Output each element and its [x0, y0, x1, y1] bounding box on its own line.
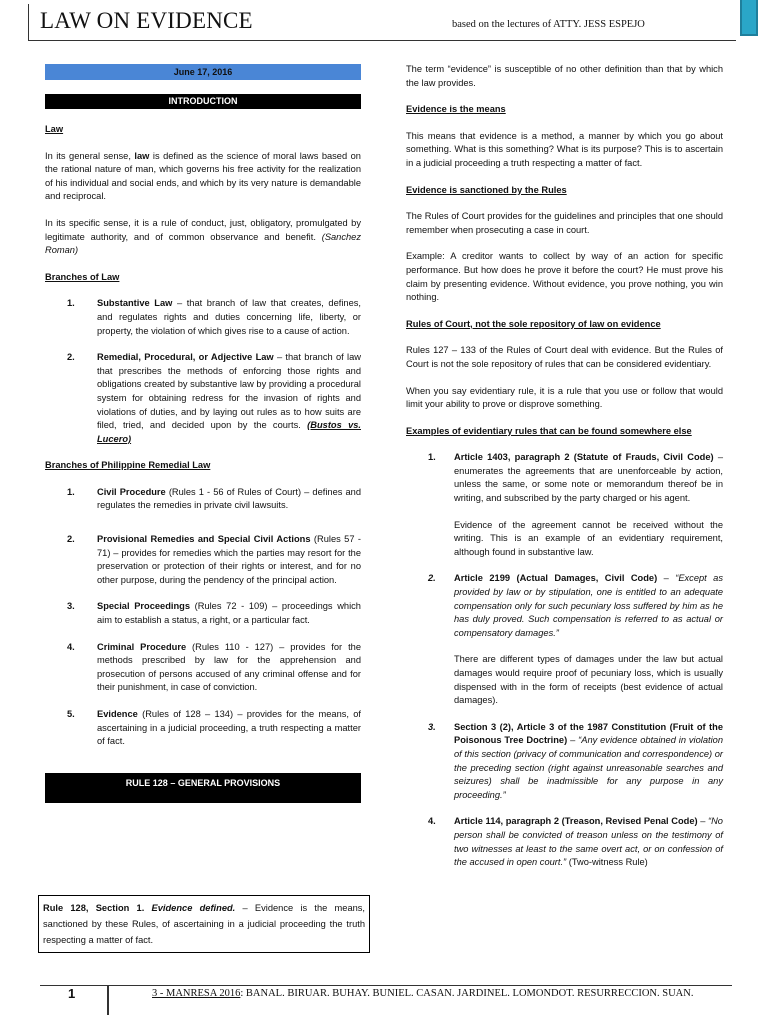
- document-subtitle: based on the lectures of ATTY. JESS ESPEJO: [452, 19, 645, 30]
- branches-heading: Branches of Law: [45, 271, 120, 282]
- list-item: 2. Article 2199 (Actual Damages, Civil Code) – “Except as provided by law or by stipulation, one is entitled to an adequate compensation only for such pecuniary loss suffered by him as he has duly proved. Such compensation is referred to as actual or compensatory damages.” There are different types of damages under the law but actual damages would require proof of pecuniary loss, which is usually dispensed with in the form of receipts (best evidence of actual damages).: [428, 573, 724, 706]
- footer-credits: 3 - MANRESA 2016: BANAL. BIRUAR. BUHAY. BUNIEL. CASAN. JARDINEL. LOMONDOT. RESURRECCION. SUAN.: [152, 988, 694, 999]
- left-column: [45, 64, 361, 828]
- list-item: 3. Special Proceedings (Rules 72 - 109) – proceedings which aim to establish a status, a right, or a particular fact.: [67, 601, 361, 626]
- paragraph: Rules 127 – 133 of the Rules of Court deal with evidence. But the Rules of Court is not the sole repository of rules that can be considered evidentiary.: [406, 345, 723, 369]
- rule-128-section-1-box: Rule 128, Section 1. Evidence defined. – Evidence is the means, sanctioned by these Rules, of ascertaining in a judicial proceeding the truth respecting a matter of fact.: [38, 895, 370, 953]
- footer-rule: [40, 985, 732, 986]
- header-rule-left: [28, 4, 29, 41]
- header-rule: [28, 40, 736, 41]
- law-paragraph-2: In its specific sense, it is a rule of conduct, just, obligatory, promulgated by legitimate authority, and of common observance and benefit. (Sanchez Roman): [45, 217, 361, 256]
- list-item: 4. Article 114, paragraph 2 (Treason, Revised Penal Code) – “No person shall be convicted of treason unless on the testimony of two witnesses at least to the same overt act, or on confession of the accused in open court.” (Two-witness Rule): [428, 816, 723, 868]
- footer-divider: [107, 985, 109, 1015]
- list-item: 1. Substantive Law – that branch of law that creates, defines, and regulates rights and duties concerning life, liberty, or property, the violation of which gives rise to a cause of action.: [67, 298, 361, 336]
- list-item: 4. Criminal Procedure (Rules 110 - 127) – provides for the methods prescribed by law for the apprehension and prosecution of persons accused of any criminal offense and for their punishment, in case of conviction.: [67, 641, 361, 693]
- list-item: 3. Section 3 (2), Article 3 of the 1987 Constitution (Fruit of the Poisonous Tree Doctrine) – “Any evidence obtained in violation of this section (privacy of communication and correspondence) or the preceding section (right against unreasonable searches and seizures) shall be inadmissible for any purpose in any proceeding.”: [428, 721, 723, 800]
- evidence-definition-paragraph: The term “evidence” is susceptible of no other definition than that by which the law provides.: [406, 64, 723, 88]
- page-tab-marker: [740, 0, 758, 36]
- paragraph: Example: A creditor wants to collect by way of an action for specific performance. But how does he prove it before the court? He must prove his claim by presenting evidence. Without evidence, you prove nothing, you win nothing.: [406, 251, 723, 303]
- introduction-bar: INTRODUCTION: [45, 94, 361, 109]
- law-paragraph-1: In its general sense, law is defined as the science of moral laws based on the rational nature of man, which governs his free activity for the realization of his individual and social ends, and which by its very nature is demandable and reciprocal.: [45, 150, 361, 202]
- law-heading: Law: [45, 124, 64, 134]
- paragraph: The Rules of Court provides for the guidelines and principles that one should remember when prosecuting a case in court.: [406, 211, 723, 235]
- document-title: LAW ON EVIDENCE: [40, 8, 253, 33]
- list-item: 1. Article 1403, paragraph 2 (Statute of Frauds, Civil Code) – enumerates the agreements that are unenforceable by action, unless the same, or some note or memorandum thereof be in writing, and subscribed by the party charged or his agent. Evidence of the agreement cannot be received without the writing. This is an example of an evidentiary requirement, although found in substantive law.: [428, 452, 723, 557]
- date-bar: June 17, 2016: [45, 64, 361, 80]
- heading-examples: Examples of evidentiary rules that can be found somewhere else: [406, 425, 692, 436]
- list-item: 5. Evidence (Rules of 128 – 134) – provides for the means, of ascertaining in a judicial proceeding, a truth respecting a matter of fact.: [67, 709, 361, 747]
- list-item: 2. Provisional Remedies and Special Civil Actions (Rules 57 - 71) – provides for remedies which the parties may resort for the preservation or protection of their rights or interest, and for no other purpose, during the pendency of the principal action.: [67, 534, 361, 585]
- philippine-branches-heading: Branches of Philippine Remedial Law: [45, 460, 211, 471]
- paragraph: This means that evidence is a method, a manner by which you go about something. What is this something? What is its purpose? This is to ascertain in a judicial proceeding a truth respecting a matter of fact.: [406, 130, 723, 168]
- heading-evidence-means: Evidence is the means: [406, 104, 506, 115]
- right-column: [406, 63, 723, 870]
- rule-128-bar: RULE 128 – GENERAL PROVISIONS: [45, 773, 361, 803]
- heading-sanctioned-by-rules: Evidence is sanctioned by the Rules: [406, 184, 567, 195]
- list-item: 2. Remedial, Procedural, or Adjective Law – that branch of law that prescribes the methods of enforcing those rights and obligations created by substantive law by providing a procedural system for obtaining redress for the invasion of rights and violations of duties, and by laying out rules as to how suits are filed, tried, and decided upon by the courts. (Bustos vs. Lucero): [67, 352, 361, 444]
- list-item: 1. Civil Procedure (Rules 1 - 56 of Rules of Court) – defines and regulates the remedies in private civil lawsuits.: [67, 486, 361, 511]
- page-number: 1: [68, 986, 76, 1001]
- paragraph: When you say evidentiary rule, it is a rule that you use or follow that would limit your ability to prove or disprove something.: [406, 385, 723, 410]
- heading-sole-repository: Rules of Court, not the sole repository of law on evidence: [406, 318, 661, 329]
